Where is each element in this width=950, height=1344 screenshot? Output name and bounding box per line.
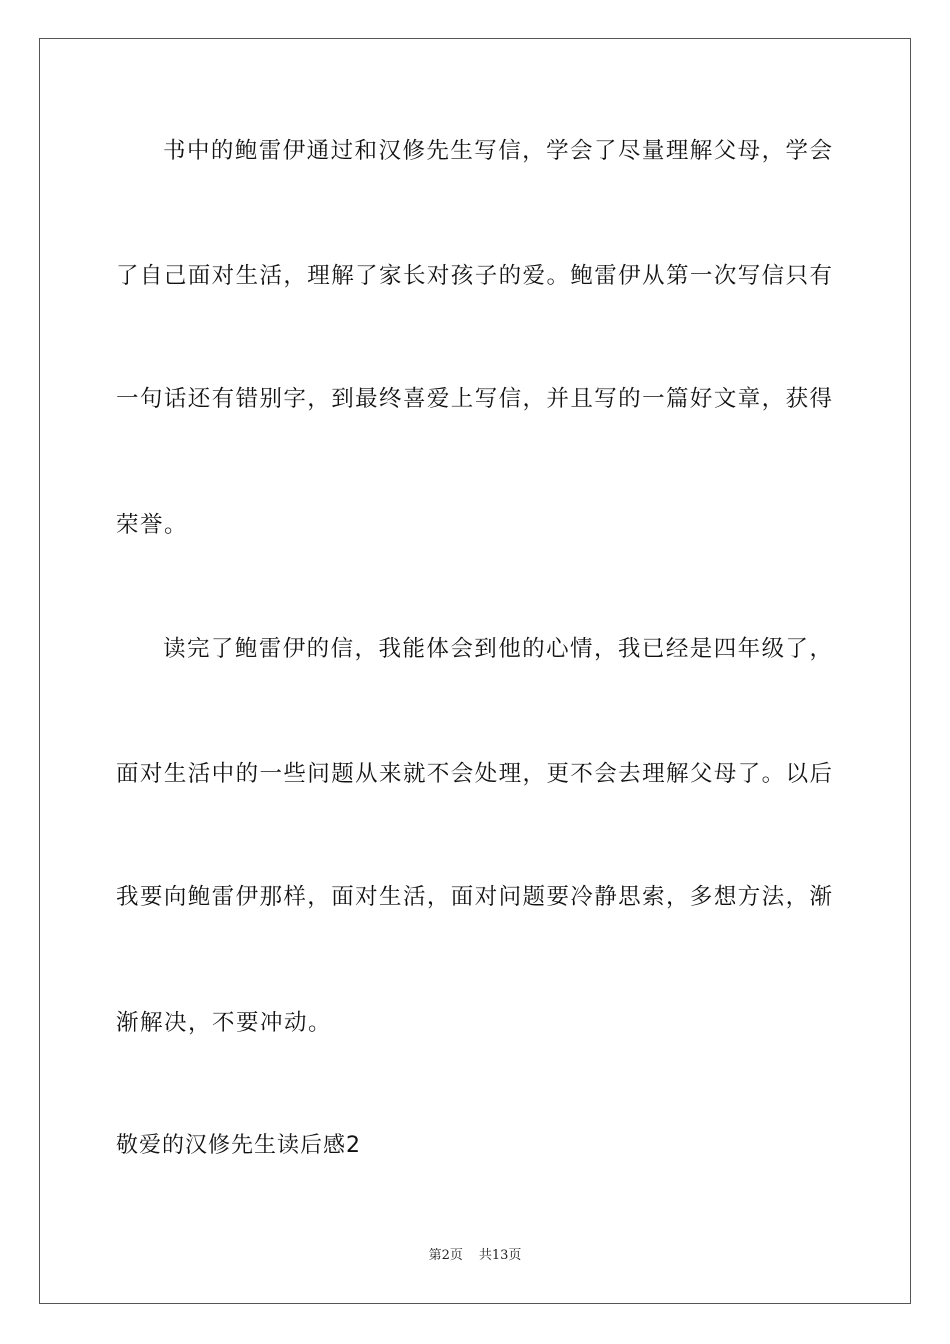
paragraph-2-line-3: 我要向鲍雷伊那样，面对生活，面对问题要冷静思索，多想方法，渐 bbox=[116, 884, 832, 910]
page-frame bbox=[39, 38, 911, 1304]
paragraph-2-line-2: 面对生活中的一些问题从来就不会处理，更不会去理解父母了。以后 bbox=[116, 761, 832, 787]
paragraph-2-line-4: 渐解决，不要冲动。 bbox=[116, 1010, 333, 1036]
paragraph-1-line-3: 一句话还有错别字，到最终喜爱上写信，并且写的一篇好文章，获得 bbox=[116, 386, 832, 412]
paragraph-2-line-1: 读完了鲍雷伊的信，我能体会到他的心情，我已经是四年级了， bbox=[163, 636, 832, 662]
paragraph-1-line-4: 荣誉。 bbox=[116, 512, 189, 538]
page-footer bbox=[0, 1247, 950, 1265]
section-heading: 敬爱的汉修先生读后感2 bbox=[116, 1133, 361, 1158]
page-number: 第2页 bbox=[428, 1248, 463, 1263]
paragraph-1-line-2: 了自己面对生活，理解了家长对孩子的爱。鲍雷伊从第一次写信只有 bbox=[116, 263, 832, 289]
paragraph-1-line-1: 书中的鲍雷伊通过和汉修先生写信，学会了尽量理解父母，学会 bbox=[163, 138, 832, 164]
page-total: 共13页 bbox=[478, 1248, 522, 1263]
